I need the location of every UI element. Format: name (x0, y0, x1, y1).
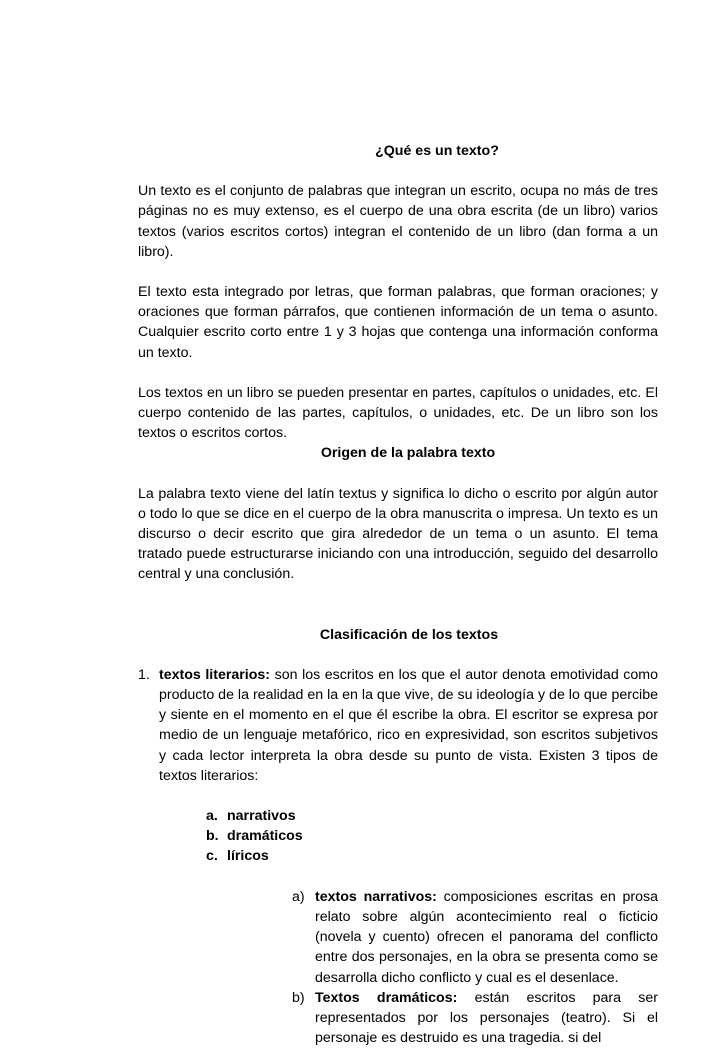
list-marker: b) (292, 989, 305, 1006)
term-literary-texts: textos literarios: (159, 666, 271, 683)
list-marker: a) (292, 888, 305, 905)
paragraph-structure: El texto esta integrado por letras, que forman palabras, que forman oraciones; y oraciones que forman párrafos, que contienen información de un tema o asunto. Cualquier escrito corto entre 1 y 3 hojas que contenga una información conforma un texto. (138, 284, 658, 361)
type-label: dramáticos (227, 828, 303, 845)
list-item (206, 846, 658, 866)
list-number: 1. (138, 666, 150, 683)
list-item-literary-texts (138, 665, 658, 786)
list-item (206, 806, 658, 826)
paragraph-origin: La palabra texto viene del latín textus y significa lo dicho o escrito por algún autor o todo lo que se dice en el cuerpo de la obra manuscrita o impresa. Un texto es un discurso o decir escrito que gira alrededor de un tema o un asunto. El tema tratado puede estructurarse iniciando con una introducción, seguido del desarrollo central y una conclusión. (138, 485, 658, 583)
literary-types-list (206, 806, 658, 867)
page-title: ¿Qué es un texto? (375, 143, 499, 159)
type-label: líricos (227, 848, 269, 865)
list-marker: c. (206, 848, 218, 865)
term-dramatic: Textos dramáticos: (315, 989, 458, 1006)
dramatic-description: están escritos para ser representados por los personajes (teatro). Si el personaje es destruido es una tragedia. si del (315, 989, 658, 1047)
document-page (138, 141, 658, 1048)
detail-item-narrative (292, 887, 658, 988)
paragraph-definition: Un texto es el conjunto de palabras que integran un escrito, ocupa no más de tres páginas no es muy extenso, es el cuerpo de una obra escrita (de un libro) varios textos (varios escritos cortos) integran el contenido de un libro (dan forma a un libro). (138, 183, 658, 260)
list-item (206, 826, 658, 846)
list-marker: b. (206, 828, 219, 845)
list-marker: a. (206, 808, 218, 825)
paragraph-books: Los textos en un libro se pueden presentar en partes, capítulos o unidades, etc. El cuerpo contenido de las partes, capítulos, o unidades, etc. De un libro son los textos o escritos cortos. (138, 384, 658, 442)
literary-texts-description: son los escritos en los que el autor denota emotividad como producto de la realidad en la en la que vive, de su ideología y de lo que percibe y siente en el momento en el que él escribe la obra. El escritor se expresa por medio de un lenguaje metafórico, rico en expresividad, son escritos subjetivos y cada lector interpreta la obra desde su punto de vista. Existen 3 tipos de textos literarios: (159, 666, 658, 784)
type-label: narrativos (227, 808, 296, 825)
section-heading-classification: Clasificación de los textos (319, 626, 499, 643)
section-heading-origin: Origen de la palabra texto (320, 445, 496, 462)
term-narrative: textos narrativos: (315, 888, 437, 905)
detail-item-dramatic (292, 988, 658, 1048)
narrative-description: composiciones escritas en prosa relato sobre algún acontecimiento real o ficticio (novela y cuento) ofrecen el panorama del conflicto entre dos personajes, en la obra se presenta como se desarrolla dicho conflicto y cual es el desenlace. (315, 888, 658, 986)
